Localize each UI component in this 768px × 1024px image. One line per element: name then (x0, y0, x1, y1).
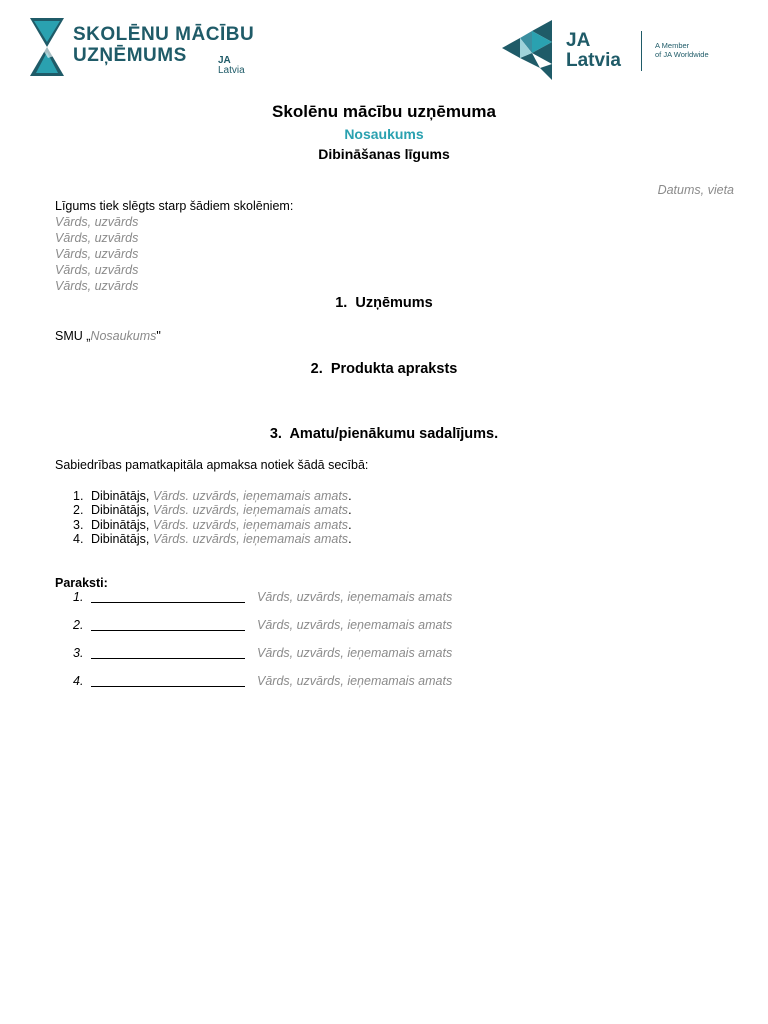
signature-line[interactable] (91, 618, 245, 631)
signature-row: 3. Vārds, uzvārds, ieņemamais amats (73, 646, 453, 660)
logo-latvia: Latvia (566, 50, 621, 71)
student-item: Vārds, uzvārds (55, 247, 139, 261)
date-place-placeholder: Datums, vieta (657, 183, 734, 197)
signature-row: 2. Vārds, uzvārds, ieņemamais amats (73, 618, 453, 632)
section-3-heading: 3. Amatu/pienākumu sadalījums. (269, 426, 499, 442)
capital-text: Sabiedrības pamatkapitāla apmaksa notiek šādā secībā: (55, 458, 369, 472)
signatures-label: Paraksti: (55, 576, 108, 590)
section-1-heading: 1. Uzņēmums (335, 295, 433, 311)
signature-line[interactable] (91, 646, 245, 659)
logo-ja: JA (566, 30, 591, 51)
student-item: Vārds, uzvārds (55, 263, 139, 277)
founder-item: 1. Dibinātājs, Vārds. uzvārds, ieņemamais amats. (73, 489, 352, 503)
intro-text: Līgums tiek slēgts starp šādiem skolēniem: (55, 199, 294, 213)
signature-row: 4. Vārds, uzvārds, ieņemamais amats (73, 674, 453, 688)
logo-line2: UZŅĒMUMS (73, 45, 187, 66)
document-subtitle: Dibināšanas līgums (318, 146, 450, 162)
signature-line[interactable] (91, 590, 245, 603)
ja-triangles-logo-icon (502, 20, 554, 80)
founders-list (73, 489, 352, 546)
student-item: Vārds, uzvārds (55, 231, 139, 245)
signature-row: 1. Vārds, uzvārds, ieņemamais amats (73, 590, 453, 604)
student-item: Vārds, uzvārds (55, 279, 139, 293)
document-title: Skolēnu mācību uzņēmuma (272, 102, 496, 121)
section-2-heading: 2. Produkta apraksts (310, 361, 458, 377)
logo-line1: SKOLĒNU MĀCĪBU (73, 24, 255, 45)
hourglass-logo-icon (28, 18, 66, 76)
logo-divider (641, 31, 642, 71)
smu-name-line: SMU „Nosaukums" (55, 329, 161, 343)
founder-item: 4. Dibinātājs, Vārds. uzvārds, ieņemamais amats. (73, 531, 352, 546)
student-item: Vārds, uzvārds (55, 215, 139, 229)
signature-line[interactable] (91, 674, 245, 687)
students-list (55, 214, 138, 294)
logo-ja-small: JA Latvia (218, 55, 245, 76)
founder-item: 3. Dibinātājs, Vārds. uzvārds, ieņemamais amats. (73, 517, 352, 532)
founder-item: 2. Dibinātājs, Vārds. uzvārds, ieņemamais amats. (73, 503, 352, 518)
company-name-placeholder: Nosaukums (344, 126, 424, 142)
logo-member-text: A Member of JA Worldwide (655, 41, 709, 59)
